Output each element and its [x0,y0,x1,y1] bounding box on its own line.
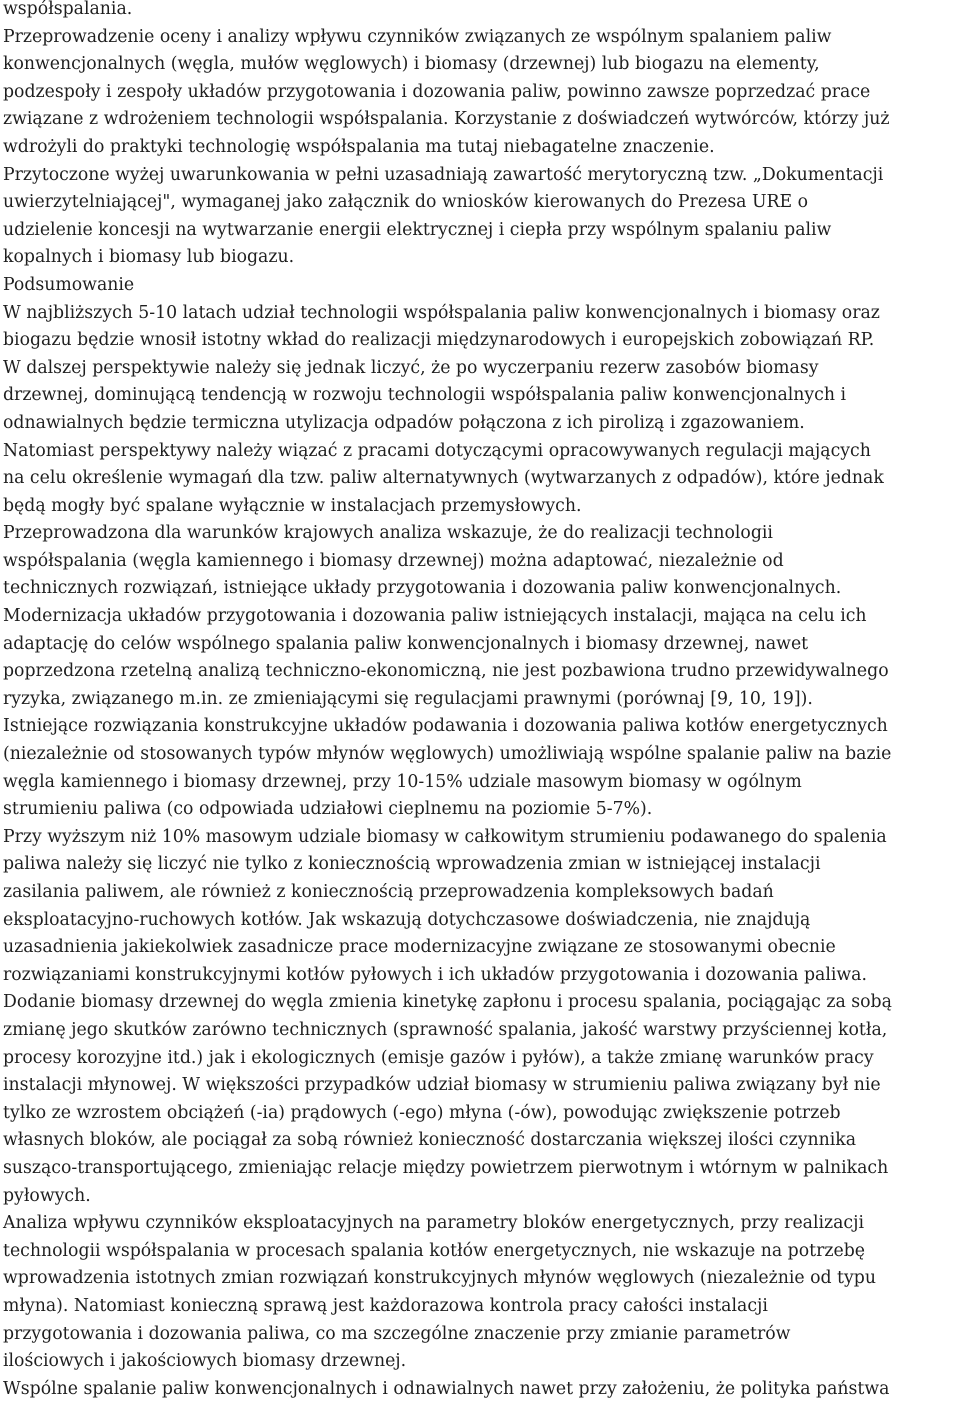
text-line: Przeprowadzenie oceny i analizy wpływu czynników związanych ze wspólnym spalaniem paliw [3,26,832,47]
text-line: przygotowania i dozowania paliwa, co ma szczególne znaczenie przy zmianie parametrów [3,1323,791,1344]
text-line: ilościowych i jakościowych biomasy drzewnej. [3,1351,407,1372]
text-line: współspalania (węgla kamiennego i biomasy drzewnej) można adaptować, niezależnie od [3,550,784,571]
text-line: wdrożyli do praktyki technologię współspalania ma tutaj niebagatelne znaczenie. [3,136,715,157]
text-line: adaptację do celów wspólnego spalania paliw konwencjonalnych i biomasy drzewnej, nawet [3,633,809,654]
text-line: W najbliższych 5-10 latach udział technologii współspalania paliw konwencjonalnych i biomasy oraz [3,302,880,323]
section-heading: Podsumowanie [3,274,135,295]
text-line: Wspólne spalanie paliw konwencjonalnych i odnawialnych nawet przy założeniu, że polityka państwa [3,1378,890,1399]
text-line: Analiza wpływu czynników eksploatacyjnych na parametry bloków energetycznych, przy realizacji [3,1213,864,1234]
text-line: poprzedzona rzetelną analizą techniczno-ekonomiczną, nie jest pozbawiona trudno przewidywalnego [3,661,889,682]
text-line: instalacji młynowej. W większości przypadków udział biomasy w strumieniu paliwa związany był nie [3,1075,881,1096]
text-line: zasilania paliwem, ale również z koniecznością przeprowadzenia kompleksowych badań [3,882,774,902]
text-line: ryzyka, związanego m.in. ze zmieniającymi się regulacjami prawnymi (porównaj [9, 10, 19]). [3,688,813,709]
text-line: Natomiast perspektywy należy wiązać z pracami dotyczącymi opracowywanych regulacji mających [3,440,871,461]
text-line: konwencjonalnych (węgla, mułów węglowych) i biomasy (drzewnej) lub biogazu na elementy, [3,54,820,75]
text-line: będą mogły być spalane wyłącznie w instalacjach przemysłowych. [3,495,582,516]
text-line: udzielenie koncesji na wytwarzanie energii elektrycznej i ciepła przy wspólnym spalaniu paliw [3,219,832,240]
document-text [3,0,960,1403]
text-line: paliwa należy się liczyć nie tylko z koniecznością wprowadzenia zmian w istniejącej instalacji [3,854,821,875]
text-line: uwierzytelniającej", wymaganej jako załącznik do wniosków kierowanych do Prezesa URE o [3,192,809,213]
text-line: Przy wyższym niż 10% masowym udziale biomasy w całkowitym strumieniu podawanego do spalenia [3,826,887,847]
text-line: wprowadzenia istotnych zmian rozwiązań konstrukcyjnych młynów węglowych (niezależnie od typu [3,1268,876,1289]
text-line: Przeprowadzona dla warunków krajowych analiza wskazuje, że do realizacji technologii [3,523,773,544]
text-line: W dalszej perspektywie należy się jednak liczyć, że po wyczerpaniu rezerw zasobów biomasy [3,357,819,378]
text-line: podzespoły i zespoły układów przygotowania i dozowania paliw, powinno zawsze poprzedzać prace [3,81,871,102]
text-line: węgla kamiennego i biomasy drzewnej, przy 10-15% udziale masowym biomasy w ogólnym [3,771,802,792]
text-line: odnawialnych będzie termiczna utylizacja odpadów połączona z ich pirolizą i zgazowaniem. [3,412,805,433]
text-line: procesy korozyjne itd.) jak i ekologicznych (emisje gazów i pyłów), a także zmianę warunków pracy [3,1047,874,1068]
text-line: młyna). Natomiast konieczną sprawą jest każdorazowa kontrola pracy całości instalacji [3,1295,768,1316]
text-line: Przytoczone wyżej uwarunkowania w pełni uzasadniają zawartość merytoryczną tzw. „Dokumentacji [3,164,884,185]
text-line: własnych bloków, ale pociągał za sobą również konieczność dostarczania większej ilości czynnika [3,1130,857,1151]
text-line: drzewnej, dominującą tendencją w rozwoju technologii współspalania paliw konwencjonalnych i [3,385,846,406]
text-line: Istniejące rozwiązania konstrukcyjne układów podawania i dozowania paliwa kotłów energetycznych [3,716,888,737]
text-line: eksploatacyjno-ruchowych kotłów. Jak wskazują dotychczasowe doświadczenia, nie znajdują [3,909,811,930]
text-line: technologii współspalania w procesach spalania kotłów energetycznych, nie wskazuje na potrzebę [3,1240,865,1261]
text-line: na celu określenie wymagań dla tzw. paliw alternatywnych (wytwarzanych z odpadów), które jednak [3,468,884,489]
text-line: pyłowych. [3,1185,91,1206]
text-line: uzasadnienia jakiekolwiek zasadnicze prace modernizacyjne związane ze stosowanymi obecnie [3,937,836,958]
text-line: zmianę jego skutków zarówno technicznych (sprawność spalania, jakość warstwy przyściennej kotła, [3,1019,888,1040]
text-line: strumieniu paliwa (co odpowiada udziałowi cieplnemu na poziomie 5-7%). [3,799,653,820]
text-line: kopalnych i biomasy lub biogazu. [3,247,295,268]
text-line: rozwiązaniami konstrukcyjnymi kotłów pyłowych i ich układów przygotowania i dozowania paliwa. [3,964,867,985]
text-line: związane z wdrożeniem technologii współspalania. Korzystanie z doświadczeń wytwórców, którzy już [3,109,890,130]
text-line: tylko ze wzrostem obciążeń (-ia) prądowych (-ego) młyna (-ów), powodując zwiększenie potrzeb [3,1102,841,1123]
text-line: biogazu będzie wnosił istotny wkład do realizacji międzynarodowych i europejskich zobowiązań RP. [3,330,875,351]
text-line: (niezależnie od stosowanych typów młynów węglowych) umożliwiają wspólne spalanie paliw na bazie [3,744,892,765]
text-line: Modernizacja układów przygotowania i dozowania paliw istniejących instalacji, mająca na celu ich [3,606,867,627]
text-line: współspalania. [3,0,133,19]
text-line: Dodanie biomasy drzewnej do węgla zmienia kinetykę zapłonu i procesu spalania, pociągając za sobą [3,992,892,1013]
text-line: technicznych rozwiązań, istniejące układy przygotowania i dozowania paliw konwencjonalnych. [3,578,842,599]
text-line: susząco-transportującego, zmieniając relacje między powietrzem pierwotnym i wtórnym w palnikach [3,1157,889,1178]
